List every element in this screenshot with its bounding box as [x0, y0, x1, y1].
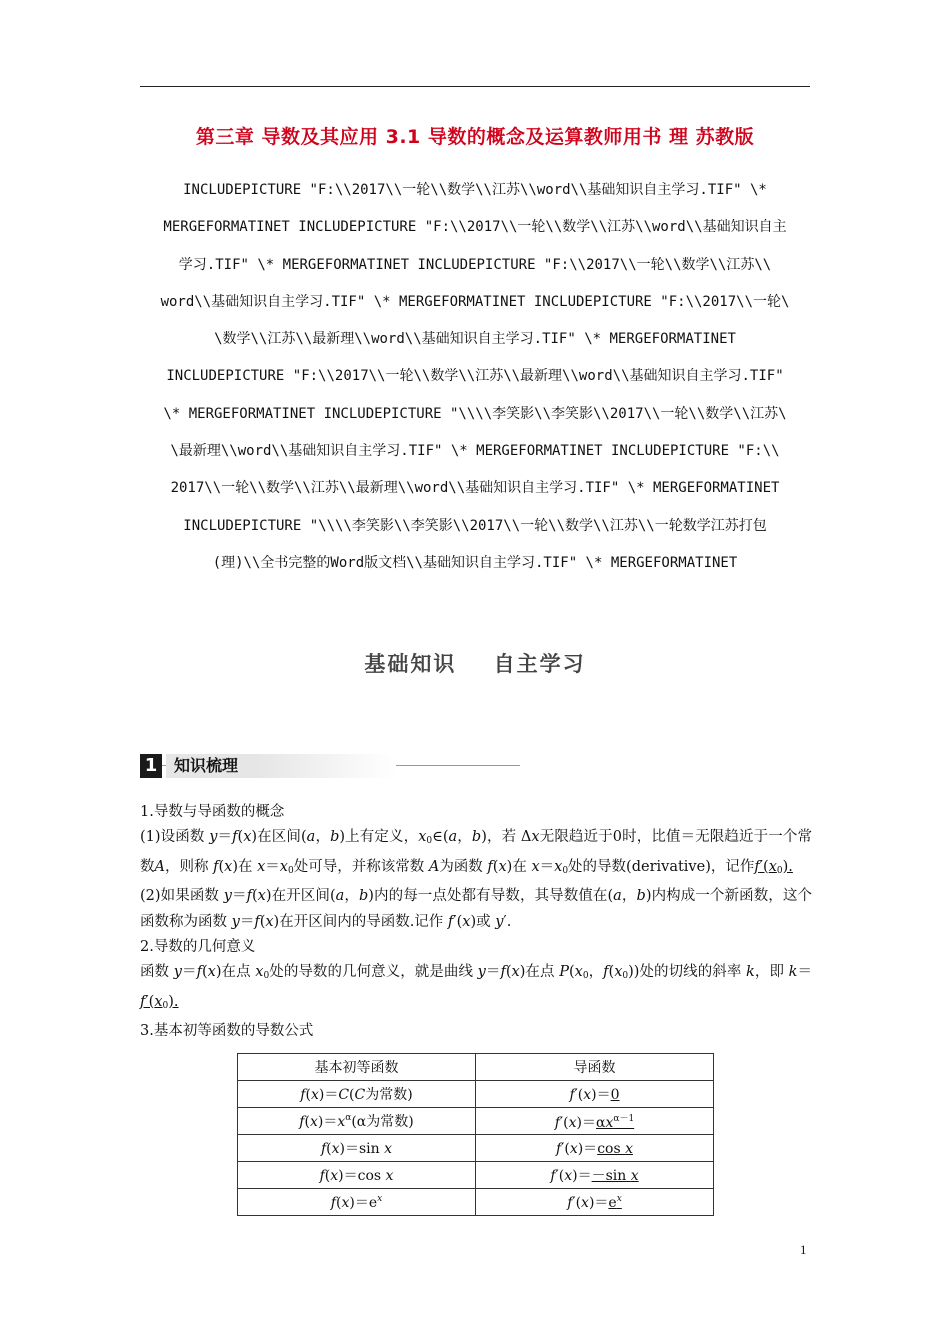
document-title: 第三章 导数及其应用 3.1 导数的概念及运算教师用书 理 苏教版 [195, 126, 755, 148]
field-code-line: INCLUDEPICTURE "F:\\2017\\一轮\\数学\\江苏\\最新理\\word\\基础知识自主学习.TIF" [166, 368, 784, 385]
field-code-block [140, 172, 810, 582]
table-header-row [238, 1054, 714, 1081]
content-body [140, 800, 812, 1045]
table-header: 导函数 [476, 1054, 714, 1081]
field-code-line: INCLUDEPICTURE "\\\\李笑影\\李笑影\\2017\\一轮\\数学\\江苏\\一轮数学江苏打包 [183, 517, 767, 534]
table-row: $f(x)=x^\alpha(\alpha$为常数) $f'(x)=\alpha x^{\alpha-1}$ [238, 1108, 714, 1135]
section-1-title: 1.导数与导函数的概念 [140, 804, 285, 820]
field-code-line: word\\基础知识自主学习.TIF" \* MERGEFORMATINET INCLUDEPICTURE "F:\\2017\\一轮\ [160, 293, 790, 310]
top-rule [140, 86, 810, 87]
table-header: 基本初等函数 [238, 1054, 476, 1081]
paragraph-1: (1)设函数 y＝f(x)在区间(a，b)上有定义，$x_0\in(a$，b)，若 Δx无限趋近于0时，比值＝无限趋近于一个常数A，则称 f(x)在 $x=x_0$处可导，并称该常数 A为函数 f(x)在 $x=x_0$处的导数(derivative)，记作$f'(x_0)$. [140, 829, 812, 876]
section-heading [140, 648, 810, 678]
field-code-line: 学习.TIF" \* MERGEFORMATINET INCLUDEPICTURE "F:\\2017\\一轮\\数学\\江苏\\ [178, 256, 772, 273]
field-code-line: INCLUDEPICTURE "F:\\2017\\一轮\\数学\\江苏\\word\\基础知识自主学习.TIF" \* [183, 182, 767, 198]
table-row: f(x)＝cos x f′(x)＝－sin x [238, 1162, 714, 1189]
section-3-title: 3.基本初等函数的导数公式 [140, 1023, 314, 1040]
field-code-line: MERGEFORMATINET INCLUDEPICTURE "F:\\2017\\一轮\\数学\\江苏\\word\\基础知识自主 [163, 219, 787, 236]
table-row: $f(x)=e^x$ $f'(x)=e^x$ [238, 1189, 714, 1216]
paragraph-3: 函数 y＝f(x)在点 $x_0$处的导数的几何意义，就是曲线 y＝f(x)在点 $P(x_0$，$f(x_0)$)处的切线的斜率 k，即 $k=f'(x_0)$. [140, 964, 813, 1011]
table-row: f(x)＝sin x f′(x)＝cos x [238, 1135, 714, 1162]
badge-number: 1 [140, 754, 162, 778]
paragraph-2: (2)如果函数 y＝f(x)在开区间(a，b)内的每一点处都有导数，其导数值在(a，b)内构成一个新函数，这个函数称为函数 y＝f(x)在开区间内的导函数.记作 f′(x)或 y′. [140, 888, 812, 930]
field-code-line: \最新理\\word\\基础知识自主学习.TIF" \* MERGEFORMATINET INCLUDEPICTURE "F:\\ [170, 443, 780, 460]
field-code-line: \数学\\江苏\\最新理\\word\\基础知识自主学习.TIF" \* MERGEFORMATINET [214, 331, 736, 348]
table-row: f(x)＝C(C为常数) f′(x)＝0 [238, 1081, 714, 1108]
badge-label: 知识梳理 [166, 754, 396, 778]
page-number: 1 [800, 1242, 807, 1257]
section-heading-right: 自主学习 [493, 652, 586, 676]
section-2-title: 2.导数的几何意义 [140, 939, 256, 956]
field-code-line: (理)\\全书完整的Word版文档\\基础知识自主学习.TIF" \* MERGEFORMATINET [212, 554, 738, 571]
field-code-line: \* MERGEFORMATINET INCLUDEPICTURE "\\\\李笑影\\李笑影\\2017\\一轮\\数学\\江苏\ [163, 405, 787, 422]
derivative-formula-table [237, 1053, 714, 1216]
section-heading-left: 基础知识 [364, 652, 457, 676]
field-code-line: 2017\\一轮\\数学\\江苏\\最新理\\word\\基础知识自主学习.TIF" \* MERGEFORMATINET [170, 480, 780, 497]
